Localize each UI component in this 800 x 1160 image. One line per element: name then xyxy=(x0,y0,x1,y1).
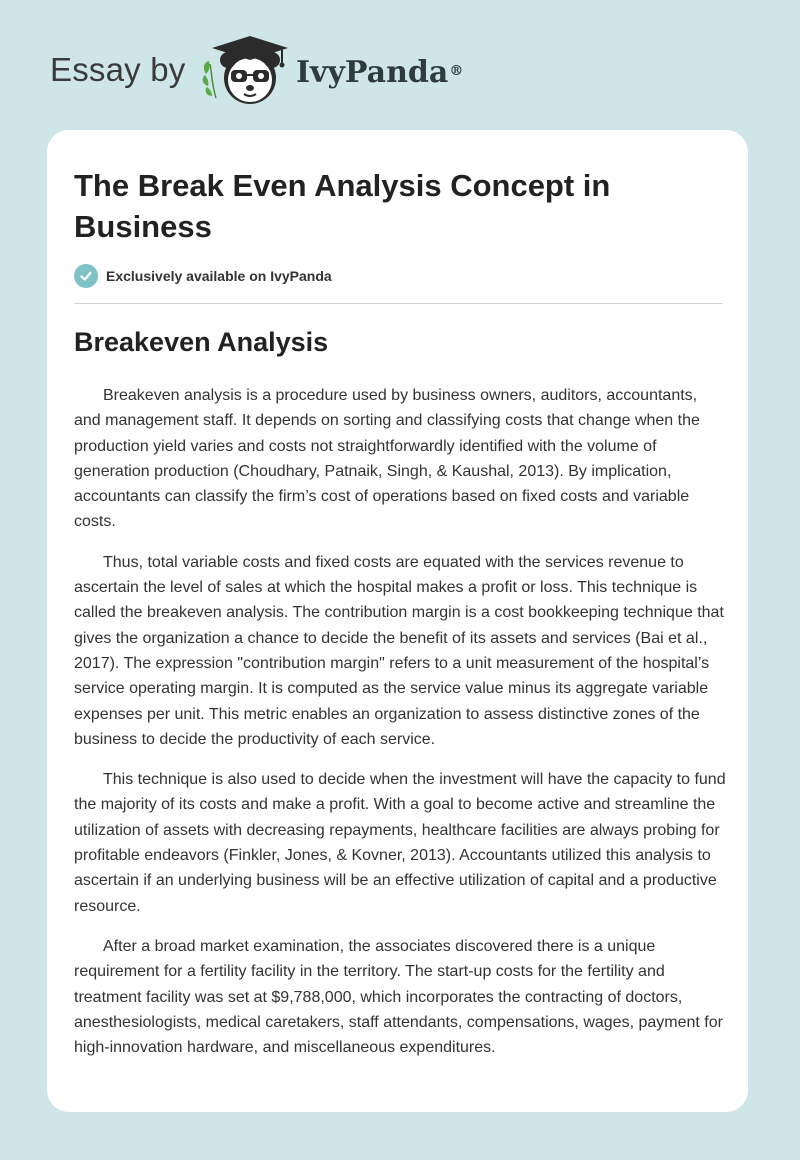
panda-logo-icon[interactable] xyxy=(198,34,294,108)
divider xyxy=(74,303,723,304)
essay-body xyxy=(74,383,726,1075)
paragraph: Breakeven analysis is a procedure used by business owners, auditors, accountants, and management staff. It depends on sorting and classifying costs that change when the production yield varies and costs not straightforwardly identified with the volume of generation production (Choudhary, Patnaik, Singh, & Kaushal, 2013). By implication, accountants can classify the firm’s cost of operations based on fixed costs and variable costs. xyxy=(74,387,700,531)
brand-name-text: IvyPanda xyxy=(296,55,449,90)
registered-mark: ® xyxy=(449,63,464,79)
ivy-leaf-icon xyxy=(203,61,216,98)
paragraph: Thus, total variable costs and fixed costs are equated with the services revenue to ascertain the level of sales at which the hospital makes a profit or loss. This technique is called the breakeven analysis. The contribution margin is a cost bookkeeping technique that gives the organization a chance to decide the benefit of its assets and services (Bai et al., 2017). The expression "contribution margin" refers to a unit measurement of the hospital’s service operating margin. It is computed as the service value minus its aggregate variable expenses per unit. This metric enables an organization to assess distinctive zones of the business to decide the productivity of each service. xyxy=(74,553,724,748)
brand-name[interactable] xyxy=(296,54,463,92)
site-header xyxy=(0,0,800,130)
essay-by-label: Essay by xyxy=(50,51,186,88)
section-heading: Breakeven Analysis xyxy=(74,327,329,357)
check-icon xyxy=(74,264,98,288)
essay-title: The Break Even Analysis Concept in Business xyxy=(74,168,611,244)
paragraph: After a broad market examination, the associates discovered there is a unique requirement for a fertility facility in the territory. The start-up costs for the fertility and treatment facility was set at $9,788,000, which incorporates the contracting of doctors, anesthesiologists, medical caretakers, staff attendants, compensations, wages, payment for high-innovation hardware, and miscellaneous expenditures. xyxy=(74,937,723,1057)
exclusive-badge-label: Exclusively available on IvyPanda xyxy=(106,268,332,284)
essay-card xyxy=(47,130,748,1112)
exclusive-badge xyxy=(74,263,332,289)
paragraph: This technique is also used to decide when the investment will have the capacity to fund the majority of its costs and make a profit. With a goal to become active and streamline the utilization of assets with decreasing repayments, healthcare facilities are always probing for profitable endeavors (Finkler, Jones, & Kovner, 2013). Accountants utilized this analysis to ascertain if an underlying business will be an effective utilization of capital and a productive resource. xyxy=(74,771,726,915)
